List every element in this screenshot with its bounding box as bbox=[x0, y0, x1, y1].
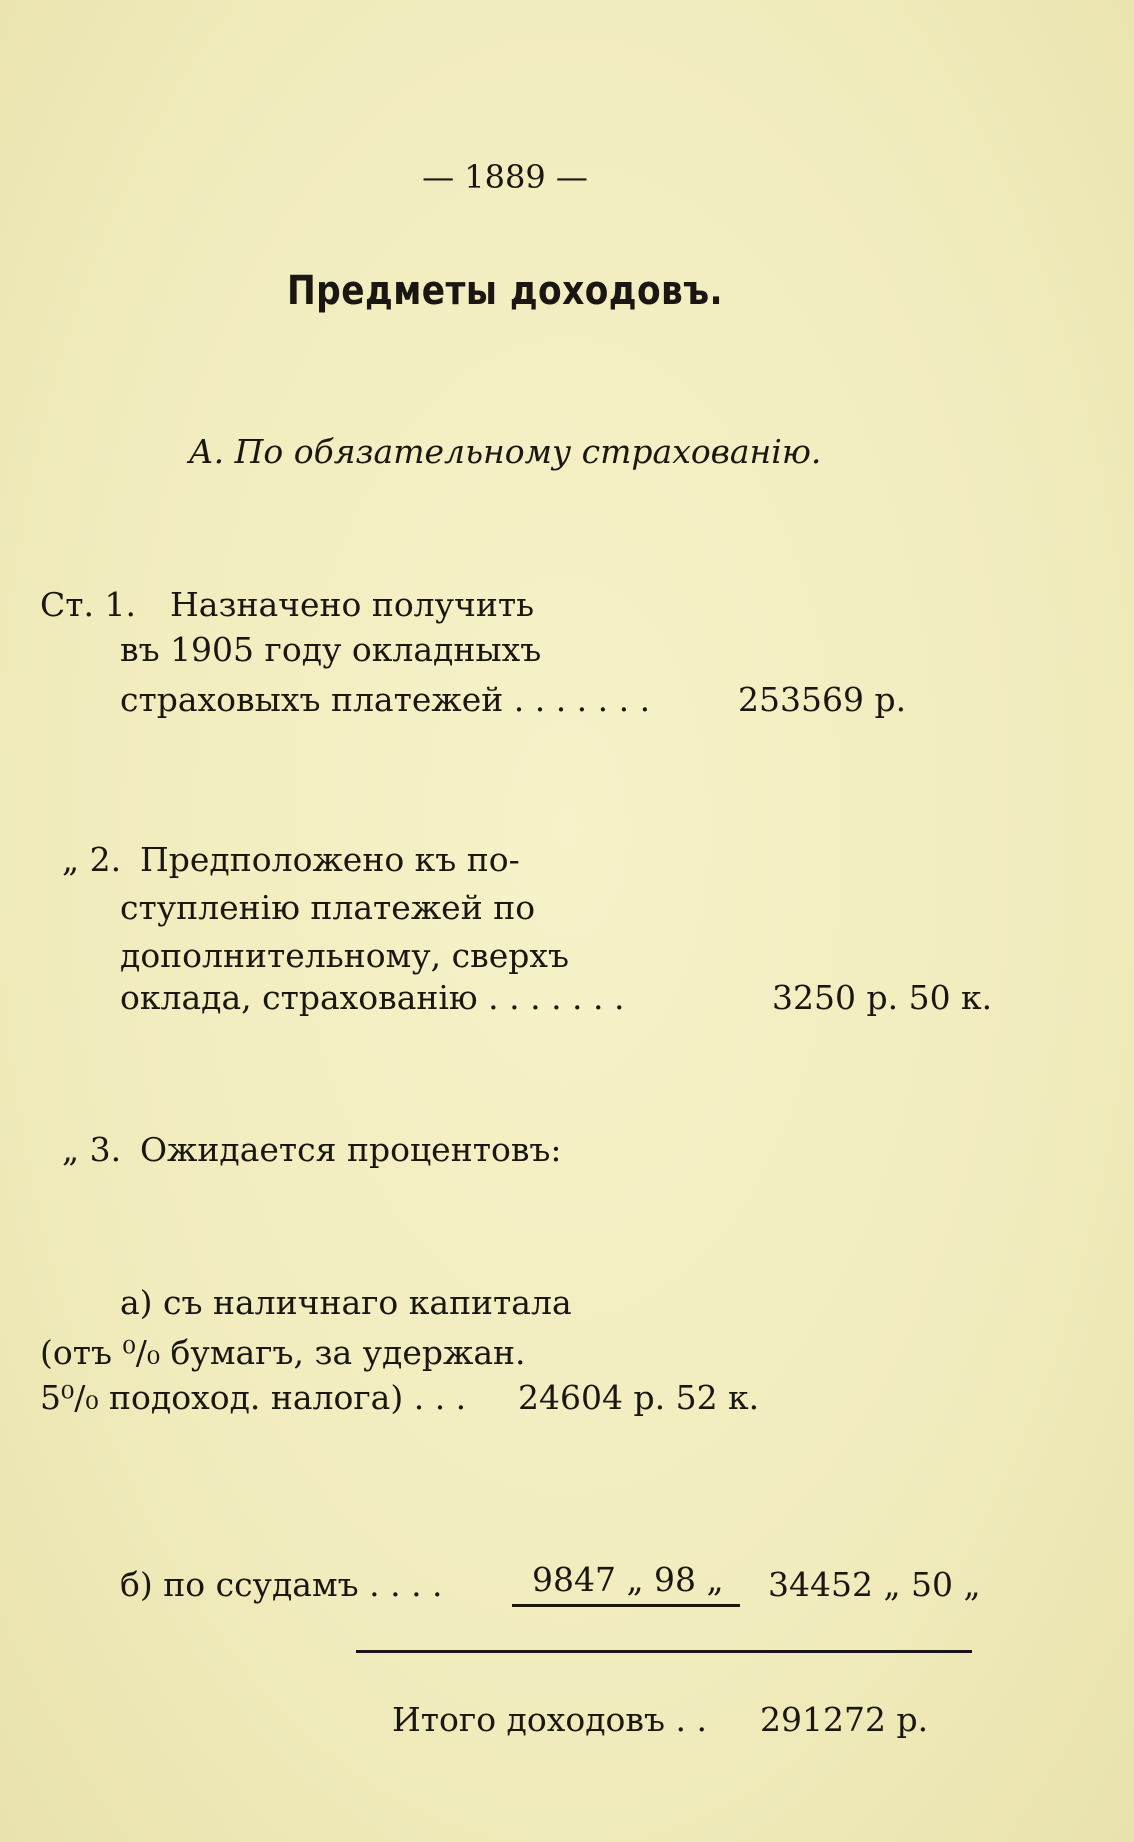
item3-line1: Ожидается процентовъ: bbox=[140, 1130, 562, 1169]
item2-amount: 3250 р. 50 к. bbox=[772, 978, 993, 1017]
item2-prefix: „ 2. bbox=[62, 840, 122, 879]
item1-line1: Назначено получить bbox=[170, 585, 535, 624]
item3b-label: б) по ссудамъ . . . . bbox=[120, 1565, 443, 1604]
item3b-total: 34452 „ 50 „ bbox=[768, 1565, 981, 1604]
item2-line2: ступленію платежей по bbox=[120, 888, 536, 927]
item1-prefix: Ст. 1. bbox=[40, 585, 136, 624]
item3a-amount: 24604 р. 52 к. bbox=[518, 1378, 760, 1417]
page-number: — 1889 — bbox=[422, 158, 588, 196]
item1-line3: страховыхъ платежей . . . . . . . bbox=[120, 680, 651, 719]
item3a-line1: а) съ наличнаго капитала bbox=[120, 1283, 572, 1322]
total-amount: 291272 р. bbox=[760, 1700, 929, 1739]
section-subtitle: А. По обязательному страхованію. bbox=[188, 432, 822, 471]
item2-line1: Предположено къ по- bbox=[140, 840, 520, 879]
item3a-line3: 5⁰/₀ подоход. налога) . . . bbox=[40, 1378, 467, 1417]
item2-line4: оклада, страхованію . . . . . . . bbox=[120, 978, 625, 1017]
page-title: Предметы доходовъ. bbox=[286, 268, 724, 314]
item3a-line2: (отъ ⁰/₀ бумагъ, за удержан. bbox=[40, 1333, 526, 1372]
total-rule bbox=[356, 1650, 972, 1653]
item2-line3: дополнительному, сверхъ bbox=[120, 936, 569, 975]
item1-line2: въ 1905 году окладныхъ bbox=[120, 630, 542, 669]
item3b-amount: 9847 „ 98 „ bbox=[532, 1560, 724, 1599]
item1-amount: 253569 р. bbox=[738, 680, 907, 719]
item3-prefix: „ 3. bbox=[62, 1130, 122, 1169]
total-label: Итого доходовъ . . bbox=[392, 1700, 707, 1739]
subtotal-underline bbox=[512, 1604, 740, 1607]
